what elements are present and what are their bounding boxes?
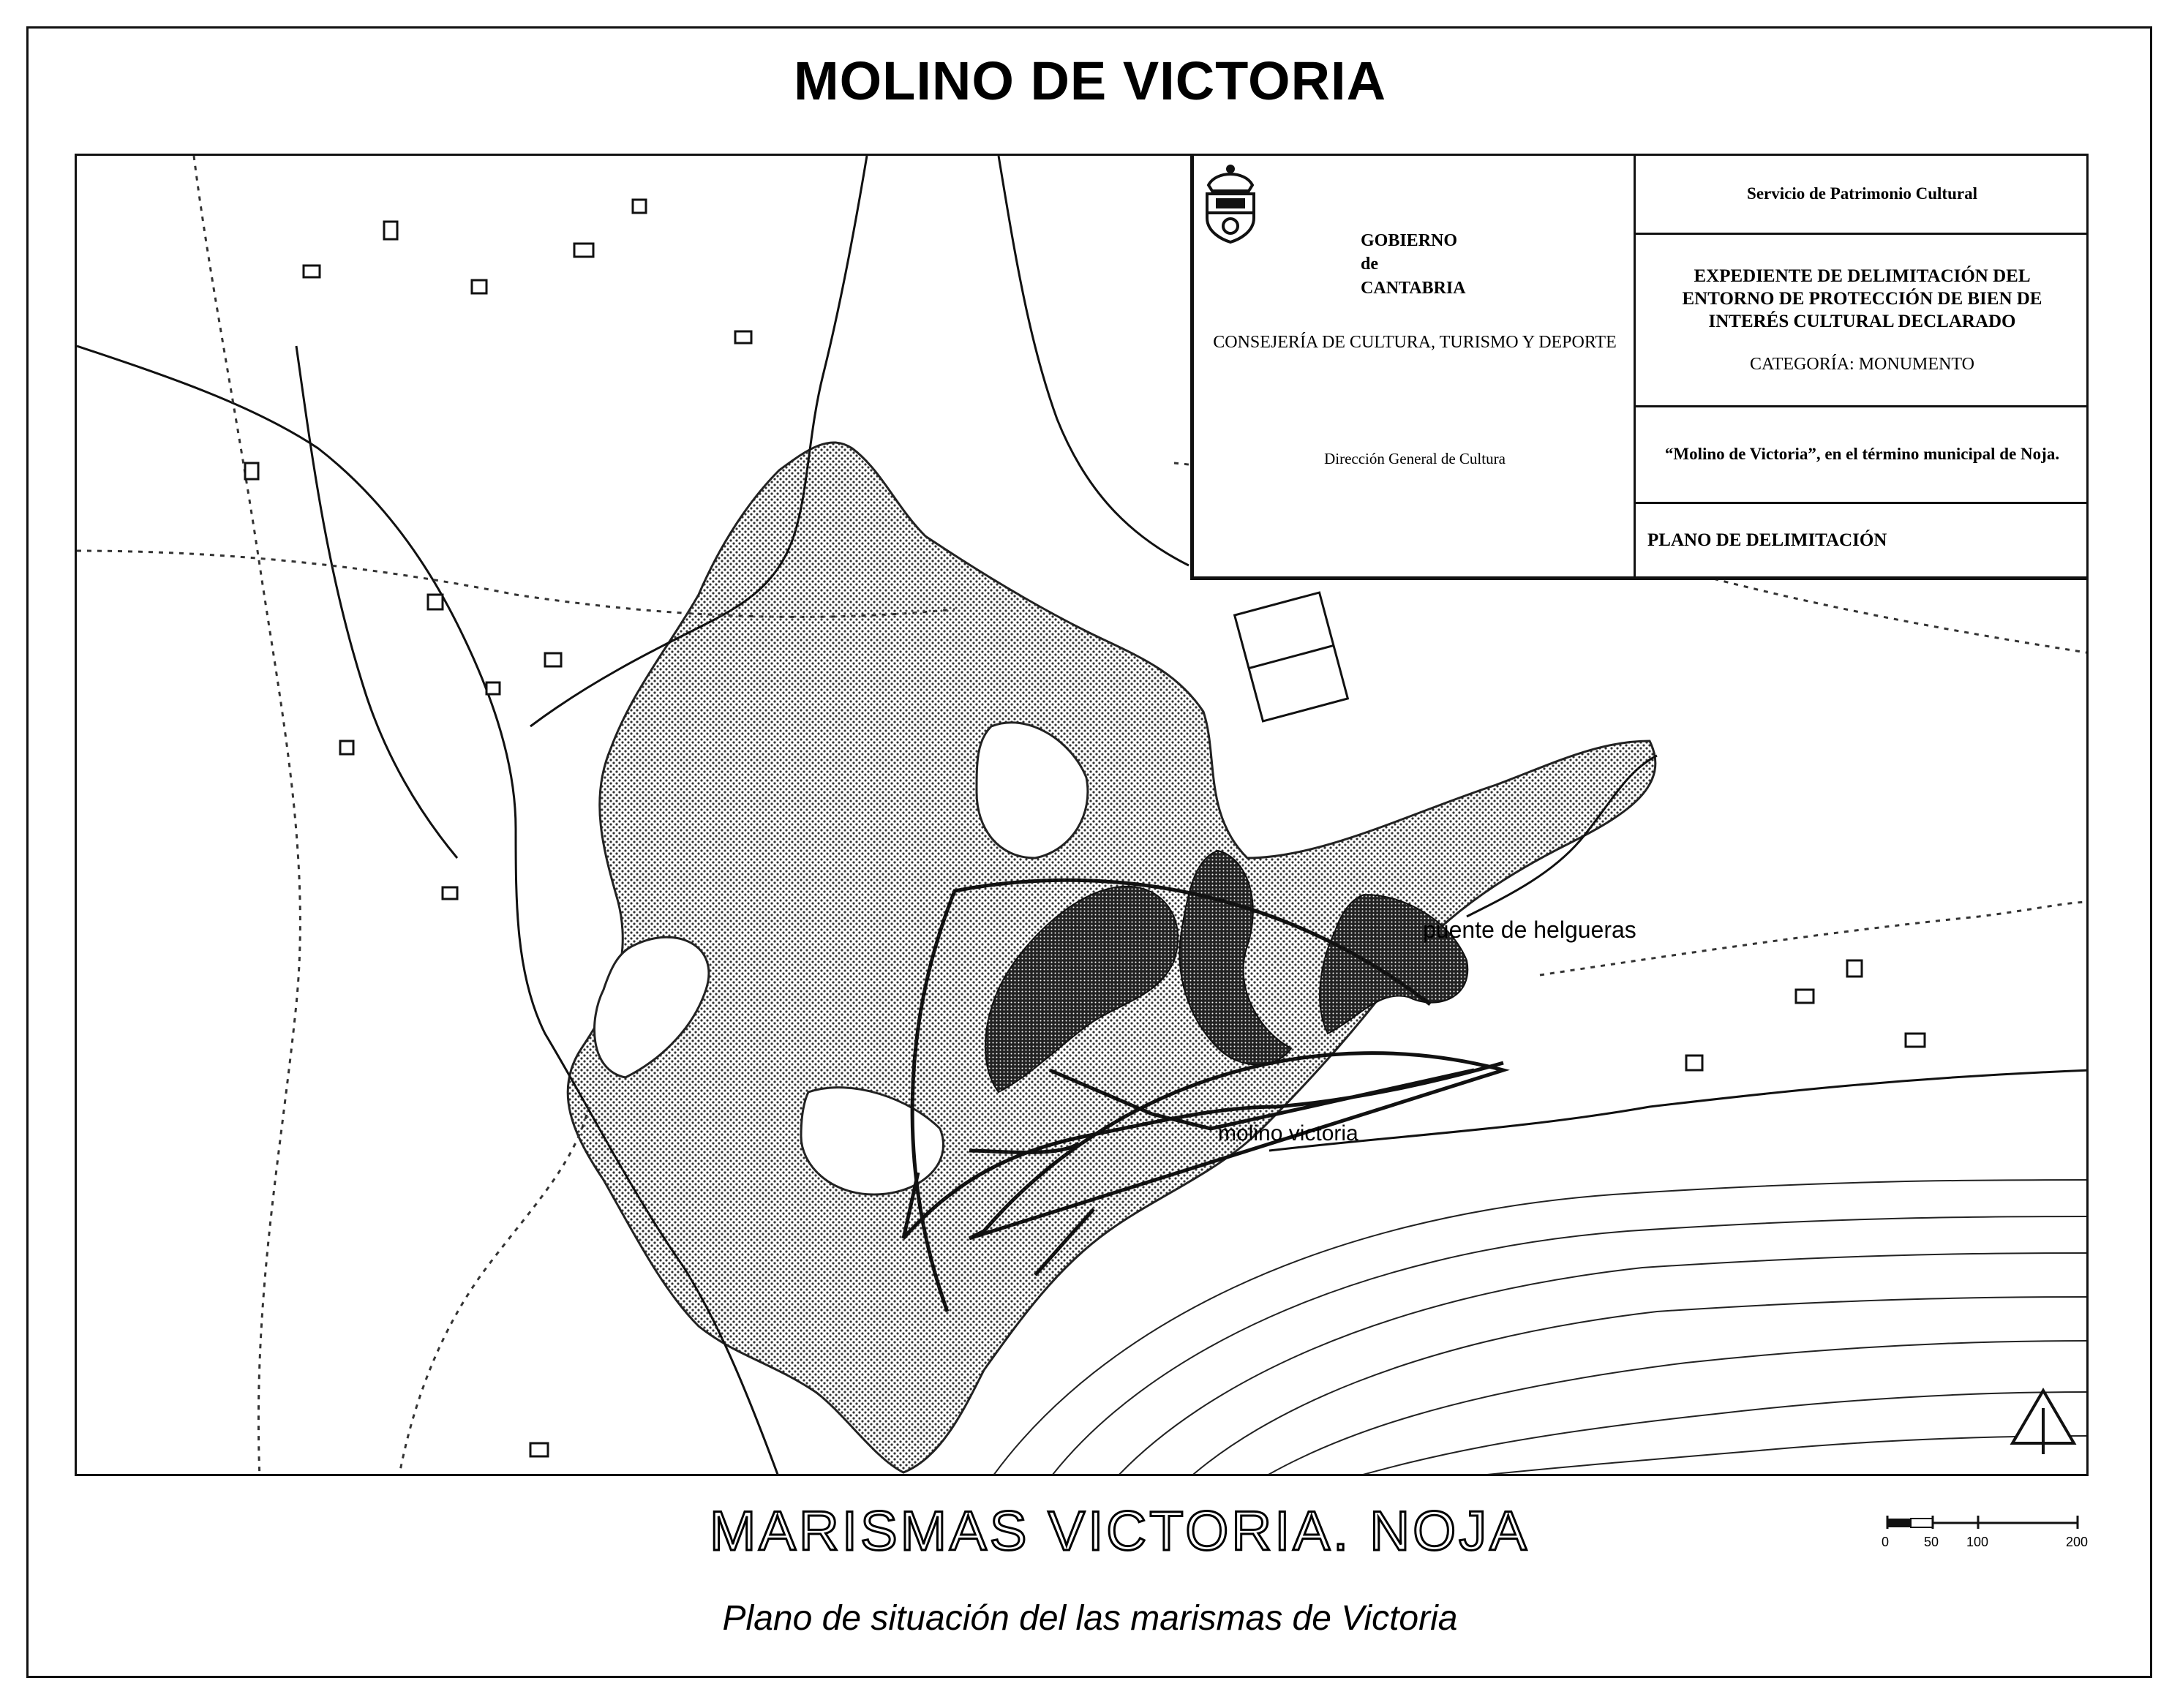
expediente-text: EXPEDIENTE DE DELIMITACIÓN DEL ENTORNO DE PROTECCIÓN DE BIEN DE INTERÉS CULTURAL DECLARADO (1682, 266, 2042, 332)
building (384, 222, 397, 239)
road (999, 156, 1189, 565)
info-box (1190, 156, 2089, 580)
coat-of-arms-icon (1194, 156, 1267, 244)
contour-line (1452, 1436, 2089, 1476)
page-title: MOLINO DE VICTORIA (793, 50, 1387, 111)
contour-line (1262, 1341, 2089, 1476)
footpath (194, 156, 300, 1476)
servicio (1636, 156, 2089, 235)
bien-text: “Molino de Victoria”, en el término municipal de Noja. (1664, 445, 2060, 464)
building (574, 244, 593, 257)
info-box-issuer (1194, 156, 1636, 576)
servicio-text: Servicio de Patrimonio Cultural (1747, 184, 1977, 203)
building (340, 741, 353, 754)
bien-block (1636, 407, 2089, 504)
building (1847, 960, 1862, 977)
building (1906, 1034, 1925, 1047)
figure-caption: Plano de situación del las marismas de Victoria (722, 1599, 1458, 1638)
expediente-block (1636, 235, 2089, 407)
consejeria: CONSEJERÍA DE CULTURA, TURISMO Y DEPORTE (1213, 333, 1617, 352)
contour-line (1050, 1216, 2089, 1476)
plano-block (1636, 504, 2089, 576)
scale-tick-label: 100 (1966, 1535, 1989, 1549)
contour-line (991, 1180, 2089, 1476)
scale-tick-label: 0 (1882, 1535, 1890, 1549)
building (633, 200, 646, 213)
sports-field (1235, 592, 1348, 721)
building (530, 1443, 548, 1456)
info-box-details (1636, 156, 2089, 576)
building (443, 887, 457, 899)
building (735, 331, 751, 343)
plano-text: PLANO DE DELIMITACIÓN (1647, 530, 1887, 550)
scale-tick-label: 50 (1924, 1535, 1939, 1549)
footpath (399, 1107, 589, 1476)
building (304, 266, 320, 277)
building (245, 463, 258, 479)
building (545, 653, 561, 666)
government-line: de (1361, 255, 1378, 274)
direccion-general: Dirección General de Cultura (1324, 450, 1506, 467)
building (1796, 990, 1813, 1003)
contour-line (1116, 1253, 2089, 1476)
scale-tick-label: 200 (2066, 1535, 2089, 1549)
government-line: CANTABRIA (1361, 278, 1466, 298)
building (1686, 1056, 1702, 1070)
contour-line (1350, 1392, 2089, 1476)
north-arrow-icon (2012, 1391, 2074, 1454)
contour-line (1189, 1297, 2089, 1476)
scale-bar (1882, 1513, 2094, 1549)
building (486, 682, 500, 694)
government-name (1361, 229, 1466, 300)
building (428, 595, 443, 609)
government-line: GOBIERNO (1361, 231, 1458, 250)
place-label-molino: molino victoria (1218, 1121, 1358, 1145)
map-area (75, 154, 2089, 1476)
map-name: MARISMAS VICTORIA. NOJA (710, 1500, 1530, 1562)
categoria-text: CATEGORÍA: MONUMENTO (1750, 355, 1974, 375)
place-label-puente: puente de helgueras (1423, 917, 1636, 943)
building (472, 280, 486, 293)
road (1269, 1070, 2089, 1151)
